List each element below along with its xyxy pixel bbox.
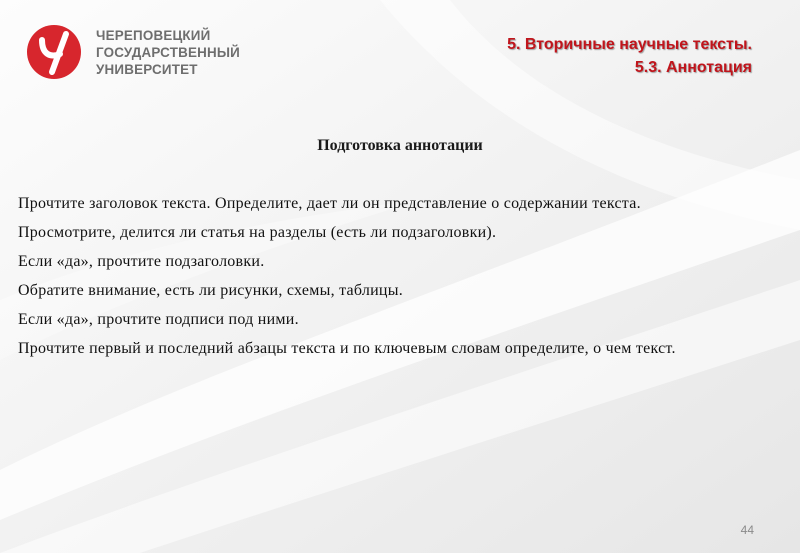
instructions-list [18,192,783,366]
instruction-paragraph: Просмотрите, делится ли статья на разделы (есть ли подзаголовки). [18,224,497,241]
instruction-paragraph: Прочтите заголовок текста. Определите, дает ли он представление о содержании текста. [18,195,641,212]
page-number: 44 [740,523,754,537]
university-name-line-2: ГОСУДАРСТВЕННЫЙ [96,44,240,60]
instruction-paragraph: Если «да», прочтите подписи под ними. [18,311,299,328]
university-emblem-icon [26,24,82,80]
university-name-line-3: УНИВЕРСИТЕТ [96,61,198,77]
instruction-paragraph: Прочтите первый и последний абзацы текста и по ключевым словам определите, о чем текст. [18,340,676,357]
university-logo [26,24,240,80]
section-title: 5. Вторичные научные тексты. [507,36,752,53]
university-name-line-1: ЧЕРЕПОВЕЦКИЙ [96,27,211,43]
slide-heading: Подготовка аннотации [317,137,483,154]
university-name [96,27,240,78]
header-titles [507,33,752,79]
instruction-paragraph: Обратите внимание, есть ли рисунки, схемы, таблицы. [18,282,403,299]
subsection-title: 5.3. Аннотация [634,59,752,76]
instruction-paragraph: Если «да», прочтите подзаголовки. [18,253,265,270]
